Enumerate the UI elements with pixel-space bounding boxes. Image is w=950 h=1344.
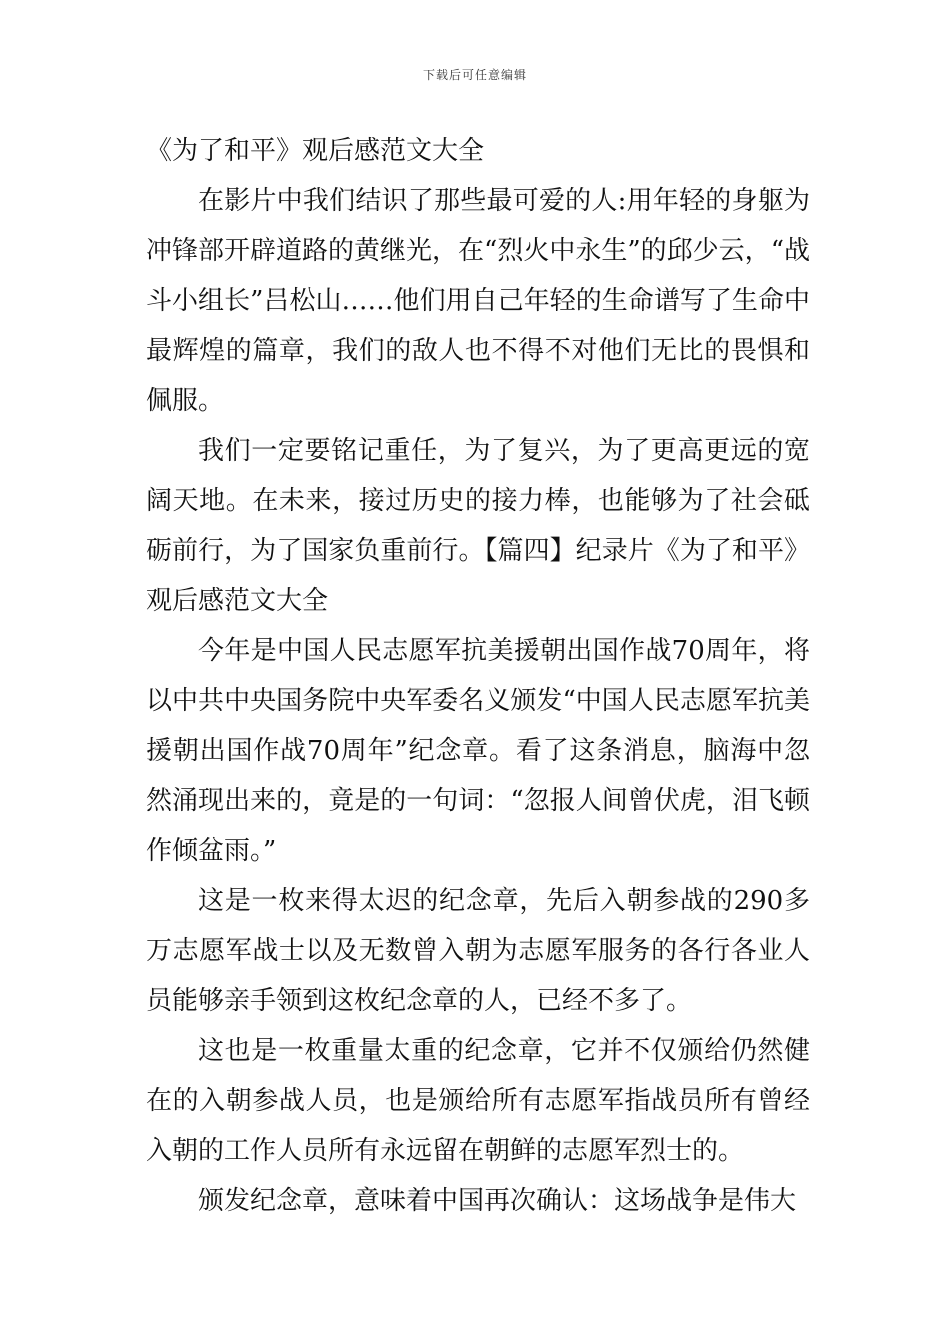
- paragraph: 在影片中我们结识了那些最可爱的人:用年轻的身躯为冲锋部开辟道路的黄继光，在“烈火中永生”的邱少云，“战斗小组长”吕松山……他们用自己年轻的生命谱写了生命中最辉煌的篇章，我们的敌人也不得不对他们无比的畏惧和佩服。: [146, 186, 810, 416]
- page-header-note: 下载后可任意编辑: [422, 68, 527, 82]
- paragraph: 这是一枚来得太迟的纪念章，先后入朝参战的290多万志愿军战士以及无数曾入朝为志愿军服务的各行各业人员能够亲手领到这枚纪念章的人，已经不多了。: [146, 886, 810, 1016]
- paragraph: 今年是中国人民志愿军抗美援朝出国作战70周年，将以中共中央国务院中央军委名义颁发“中国人民志愿军抗美援朝出国作战70周年”纪念章。看了这条消息，脑海中忽然涌现出来的，竟是的一句词：“忽报人间曾伏虎，泪飞顿作倾盆雨。”: [146, 636, 810, 866]
- document-body: [146, 126, 810, 1226]
- paragraph: 我们一定要铭记重任，为了复兴，为了更高更远的宽阔天地。在未来，接过历史的接力棒，也能够为了社会砥砺前行，为了国家负重前行。【篇四】纪录片《为了和平》观后感范文大全: [146, 436, 810, 616]
- paragraph: 这也是一枚重量太重的纪念章，它并不仅颁给仍然健在的入朝参战人员，也是颁给所有志愿军指战员所有曾经入朝的工作人员所有永远留在朝鲜的志愿军烈士的。: [146, 1036, 810, 1166]
- paragraph: 颁发纪念章，意味着中国再次确认：这场战争是伟大: [198, 1186, 797, 1216]
- document-title: 《为了和平》观后感范文大全: [146, 136, 485, 166]
